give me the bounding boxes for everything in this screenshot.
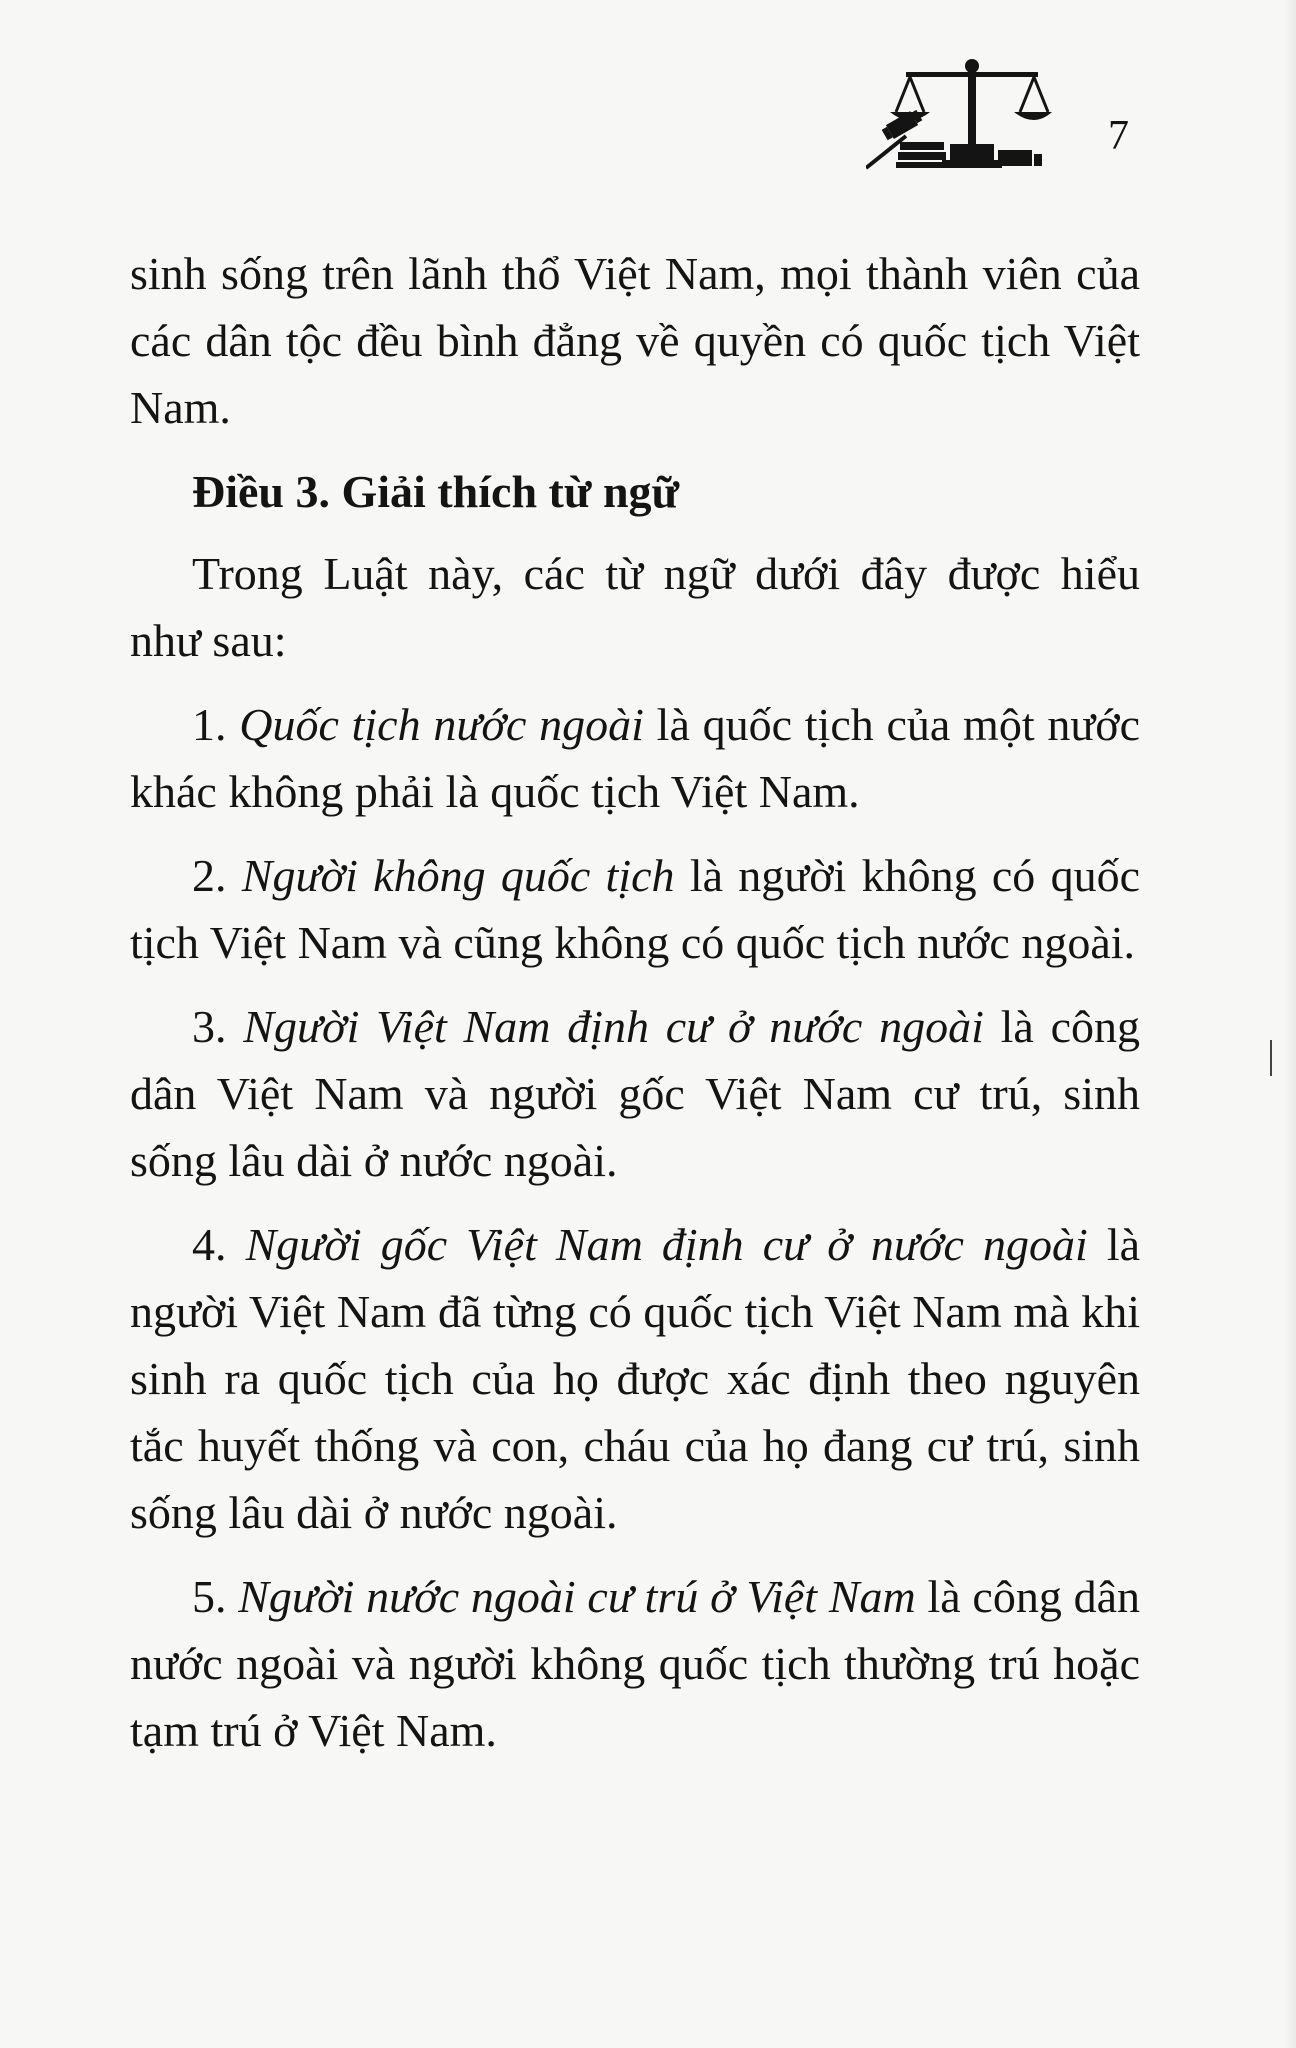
definition-number: 1.: [192, 699, 227, 750]
definition-term: Người Việt Nam định cư ở nước ngoài: [243, 1001, 984, 1052]
page-edge-mark: [1270, 1040, 1272, 1076]
definition-item: [130, 1211, 1140, 1546]
definition-item: [130, 1563, 1140, 1764]
page-edge-shadow: [1284, 0, 1296, 2048]
definition-term: Người gốc Việt Nam định cư ở nước ngoài: [245, 1219, 1088, 1270]
definition-term: Người không quốc tịch: [241, 850, 675, 901]
intro-paragraph: Trong Luật này, các từ ngữ dưới đây được hiểu như sau:: [130, 548, 1140, 666]
continuation-paragraph: sinh sống trên lãnh thổ Việt Nam, mọi thành viên của các dân tộc đều bình đẳng về quyền có quốc tịch Việt Nam.: [130, 248, 1140, 433]
definition-text: là người không có quốc tịch Việt Nam và cũng không có quốc tịch nước ngoài.: [130, 850, 1140, 968]
definition-text: là quốc tịch của một nước khác không phải là quốc tịch Việt Nam.: [130, 699, 1141, 817]
definition-item: [130, 691, 1140, 825]
article-heading: Điều 3. Giải thích từ ngữ: [192, 466, 680, 517]
definition-term: Quốc tịch nước ngoài: [239, 699, 644, 750]
page-number: 7: [1108, 113, 1129, 159]
article-body: [130, 240, 1140, 1781]
definition-number: 5.: [192, 1571, 227, 1622]
definition-number: 3.: [192, 1001, 227, 1052]
scales-and-gavel-icon: [866, 56, 1052, 170]
definition-item: [130, 842, 1140, 976]
definition-text: là công dân nước ngoài và người không quốc tịch thường trú hoặc tạm trú ở Việt Nam.: [130, 1571, 1140, 1756]
definition-text: là người Việt Nam đã từng có quốc tịch Việt Nam mà khi sinh ra quốc tịch của họ được xác định theo nguyên tắc huyết thống và con, cháu của họ đang cư trú, sinh sống lâu dài ở nước ngoài.: [130, 1219, 1141, 1538]
definition-term: Người nước ngoài cư trú ở Việt Nam: [238, 1571, 916, 1622]
definition-number: 4.: [192, 1219, 227, 1270]
definition-number: 2.: [192, 850, 227, 901]
definition-text: là công dân Việt Nam và người gốc Việt Nam cư trú, sinh sống lâu dài ở nước ngoài.: [130, 1001, 1141, 1186]
definition-item: [130, 993, 1140, 1194]
